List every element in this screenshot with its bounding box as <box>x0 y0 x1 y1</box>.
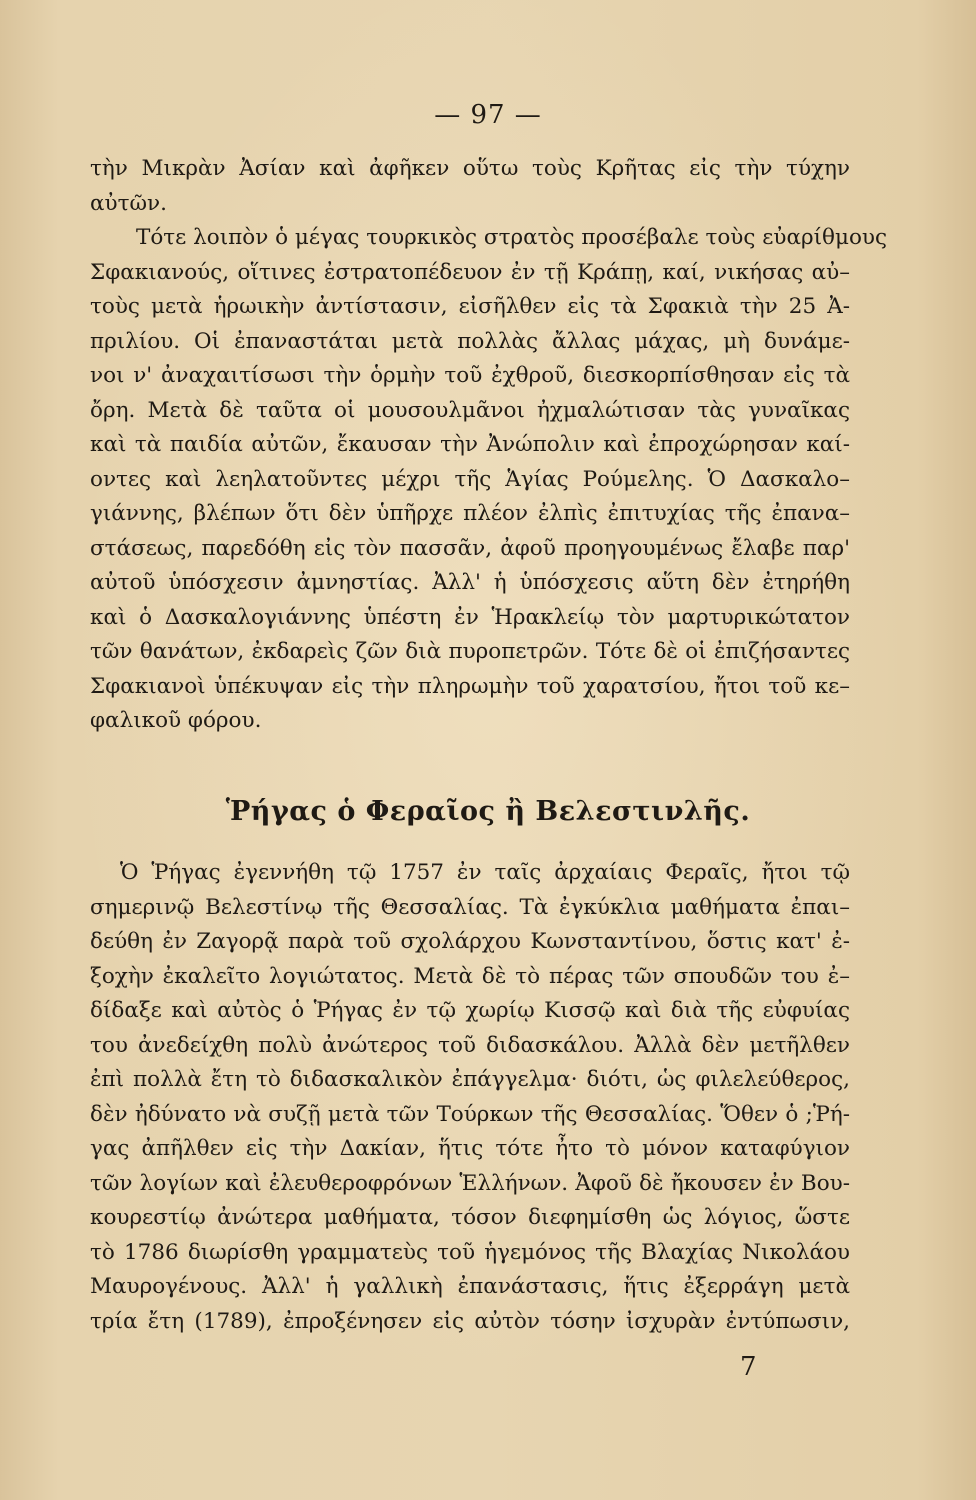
text-line: τῶν λογίων καὶ ἐλευθεροφρόνων Ἑλλήνων. Ἀφοῦ δὲ ἤκουσεν ἐν Βου- <box>90 1170 850 1196</box>
text-line: πριλίου. Οἱ ἐπαναστάται μετὰ πολλὰς ἄλλας μάχας, μὴ δυνάμε- <box>90 328 850 354</box>
text-line: Ὁ Ῥήγας ἐγεννήθη τῷ 1757 ἐν ταῖς ἀρχαίαις Φεραῖς, ἤτοι τῷ <box>120 860 850 885</box>
text-line: τὸ 1786 διωρίσθη γραμματεὺς τοῦ ἡγεμόνος τῆς Βλαχίας Νικολάου <box>90 1239 850 1265</box>
text-line: Τότε λοιπὸν ὁ μέγας τουρκικὸς στρατὸς προσέβαλε τοὺς εὐαρίθμους <box>136 225 888 250</box>
text-line: γιάννης, βλέπων ὅτι δὲν ὑπῆρχε πλέον ἐλπὶς ἐπιτυχίας τῆς ἐπανα– <box>90 501 850 526</box>
text-line: φαλικοῦ φόρου. <box>90 708 262 733</box>
text-line: καὶ ὁ Δασκαλογιάννης ὑπέστη ἐν Ἡρακλείῳ τὸν μαρτυρικώτατον <box>90 604 850 630</box>
text-line: δίδαξε καὶ αὐτὸς ὁ Ῥήγας ἐν τῷ χωρίῳ Κισσῷ καὶ διὰ τῆς εὐφυίας <box>90 998 850 1023</box>
text-line: του ἀνεδείχθη πολὺ ἀνώτερος τοῦ διδασκάλου. Ἀλλὰ δὲν μετῆλθεν <box>90 1032 850 1058</box>
text-line: νοι ν' ἀναχαιτίσωσι τὴν ὁρμὴν τοῦ ἐχθροῦ, διεσκορπίσθησαν εἰς τὰ <box>90 363 850 388</box>
text-line: τῶν θανάτων, ἐκδαρεὶς ζῶν διὰ πυροπετρῶν. Τότε δὲ οἱ ἐπιζήσαντες <box>90 639 850 664</box>
text-line: Σφακιανοὶ ὑπέκυψαν εἰς τὴν πληρωμὴν τοῦ χαρατσίου, ἤτοι τοῦ κε– <box>90 673 850 699</box>
text-line: Σφακιανούς, οἵτινες ἐστρατοπέδευον ἐν τῇ Κράπῃ, καί, νικήσας αὐ– <box>90 259 850 285</box>
text-line: στάσεως, παρεδόθη εἰς τὸν πασσᾶν, ἀφοῦ προηγουμένως ἔλαβε παρ' <box>90 535 850 561</box>
paragraph-daskalogiannis <box>90 152 888 739</box>
text-line: τοὺς μετὰ ἡρωικὴν ἀντίστασιν, εἰσῆλθεν εἰς τὰ Σφακιὰ τὴν 25 Ἀ- <box>90 294 850 319</box>
text-line: αὐτοῦ ὑπόσχεσιν ἀμνηστίας. Ἀλλ' ἡ ὑπόσχεσις αὕτη δὲν ἐτηρήθη <box>90 570 850 595</box>
text-line: τὴν Μικρὰν Ἀσίαν καὶ ἀφῆκεν οὕτω τοὺς Κρῆτας εἰς τὴν τύχην <box>90 156 850 181</box>
text-line: σημερινῷ Βελεστίνῳ τῆς Θεσσαλίας. Τὰ ἐγκύκλια μαθήματα ἐπαι– <box>90 894 850 920</box>
text-line: Μαυρογένους. Ἀλλ' ἡ γαλλικὴ ἐπανάστασις, ἥτις ἐξερράγη μετὰ <box>90 1274 850 1299</box>
paragraph-rigas <box>90 856 850 1339</box>
text-line: δεύθη ἐν Ζαγορᾷ παρὰ τοῦ σχολάρχου Κωνσταντίνου, ὅστις κατ' ἐ- <box>90 929 850 954</box>
text-line: γας ἀπῆλθεν εἰς τὴν Δακίαν, ἥτις τότε ἦτο τὸ μόνον καταφύγιον <box>90 1136 850 1161</box>
text-line: ἐπὶ πολλὰ ἔτη τὸ διδασκαλικὸν ἐπάγγελμα· διότι, ὡς φιλελεύθερος, <box>90 1067 850 1092</box>
text-line: ὄρη. Μετὰ δὲ ταῦτα οἱ μουσουλμᾶνοι ἠχμαλώτισαν τὰς γυναῖκας <box>90 397 850 423</box>
text-line: οντες καὶ λεηλατοῦντες μέχρι τῆς Ἁγίας Ρούμελης. Ὁ Δασκαλο– <box>90 466 850 492</box>
text-line: τρία ἔτη (1789), ἐπροξένησεν εἰς αὐτὸν τόσην ἰσχυρὰν ἐντύπωσιν, <box>90 1308 850 1334</box>
text-line: αὐτῶν. <box>90 190 167 216</box>
text-line: κουρεστίῳ ἀνώτερα μαθήματα, τόσον διεφημίσθη ὡς λόγιος, ὥστε <box>90 1205 850 1230</box>
text-line: δὲν ἠδύνατο νὰ συζῇ μετὰ τῶν Τούρκων τῆς Θεσσαλίας. Ὅθεν ὁ ;Ῥή- <box>90 1101 850 1127</box>
text-line: ξοχὴν ἐκαλεῖτο λογιώτατος. Μετὰ δὲ τὸ πέρας τῶν σπουδῶν του ἐ– <box>90 963 850 989</box>
signature-mark: 7 <box>740 1352 757 1382</box>
page-number: — 97 — <box>434 100 542 130</box>
text-line: καὶ τὰ παιδία αὐτῶν, ἔκαυσαν τὴν Ἀνώπολιν καὶ ἐπροχώρησαν καί- <box>90 432 850 457</box>
section-heading: Ῥήγας ὁ Φεραῖος ἢ Βελεστινλῆς. <box>225 796 751 827</box>
